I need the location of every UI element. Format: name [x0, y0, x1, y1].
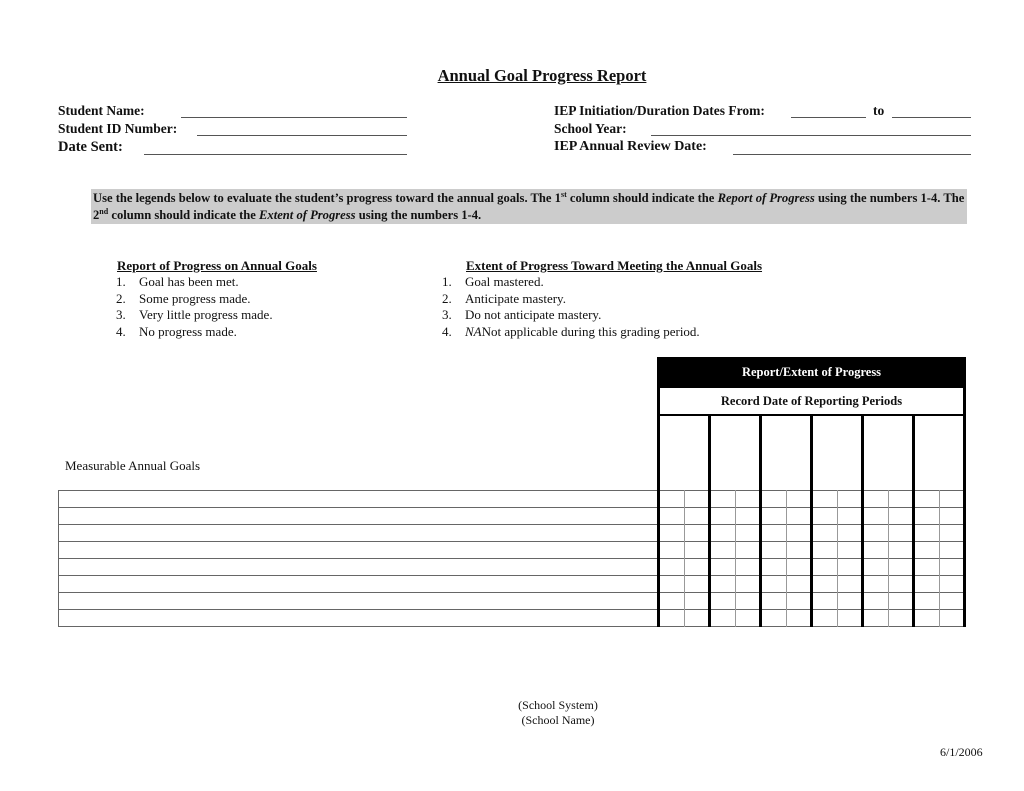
instr-text: using the numbers 1-4.: [355, 208, 482, 222]
school-year-label: School Year:: [554, 121, 627, 136]
legend-item: 1. Goal mastered.: [442, 274, 544, 289]
instructions-box: [91, 189, 967, 224]
legend-extent-title: Extent of Progress Toward Meeting the Annual Goals: [466, 258, 763, 273]
school-system: (School System): [518, 698, 598, 712]
instr-em: Extent of Progress: [259, 208, 356, 222]
goals-label: Measurable Annual Goals: [65, 458, 201, 473]
legend-item: 4. No progress made.: [116, 323, 237, 339]
instr-text: column should indicate the: [108, 208, 260, 222]
reporting-period-column[interactable]: [912, 416, 966, 627]
instr-text: using the numbers 1-4. The 2: [93, 191, 965, 222]
page-title: Annual Goal Progress Report: [437, 66, 647, 85]
instr-text: column should indicate the: [566, 191, 718, 205]
legend-item: 4. NA Not applicable during this grading period.: [442, 323, 700, 339]
instr-sup: st: [560, 189, 567, 199]
reporting-period-column[interactable]: [657, 416, 708, 627]
reporting-period-column[interactable]: [861, 416, 912, 627]
legend-item: 3. Do not anticipate mastery.: [442, 307, 602, 322]
student-id-field[interactable]: [197, 135, 407, 136]
reporting-period-column[interactable]: [810, 416, 861, 627]
instr-sup: nd: [99, 206, 109, 216]
student-name-field[interactable]: [181, 117, 407, 118]
school-year-field[interactable]: [651, 135, 971, 136]
iep-from-field[interactable]: [791, 117, 866, 118]
iep-initiation-label: IEP Initiation/Duration Dates From:: [554, 103, 765, 118]
legend-item: 2. Some progress made.: [116, 290, 251, 306]
school-name: (School Name): [521, 713, 595, 727]
instr-text: Use the legends below to evaluate the student’s progress toward the annual goals. The 1: [93, 191, 561, 205]
student-name-label: Student Name:: [58, 103, 145, 118]
date-sent-field[interactable]: [144, 154, 407, 155]
instr-em: Report of Progress: [717, 191, 815, 205]
annual-review-field[interactable]: [733, 154, 971, 155]
reporting-period-column[interactable]: [759, 416, 810, 627]
legend-item: 3. Very little progress made.: [116, 307, 273, 322]
legend-item: 1. Goal has been met.: [116, 274, 239, 289]
legend-report-title: Report of Progress on Annual Goals: [117, 258, 317, 273]
progress-table-subheader: Record Date of Reporting Periods: [657, 388, 966, 416]
reporting-period-columns: [657, 416, 966, 627]
iep-to-field[interactable]: [892, 117, 971, 118]
footer-school: [0, 698, 1024, 728]
legend-item: 2. Anticipate mastery.: [442, 290, 566, 306]
legend-report: [117, 258, 317, 340]
footer-date: 6/1/2006: [940, 745, 983, 759]
reporting-period-column[interactable]: [708, 416, 759, 627]
student-id-label: Student ID Number:: [58, 121, 178, 136]
progress-table-header: Report/Extent of Progress: [657, 357, 966, 388]
date-sent-label: Date Sent:: [58, 139, 123, 155]
annual-review-label: IEP Annual Review Date:: [554, 139, 707, 154]
to-label: to: [873, 103, 885, 118]
